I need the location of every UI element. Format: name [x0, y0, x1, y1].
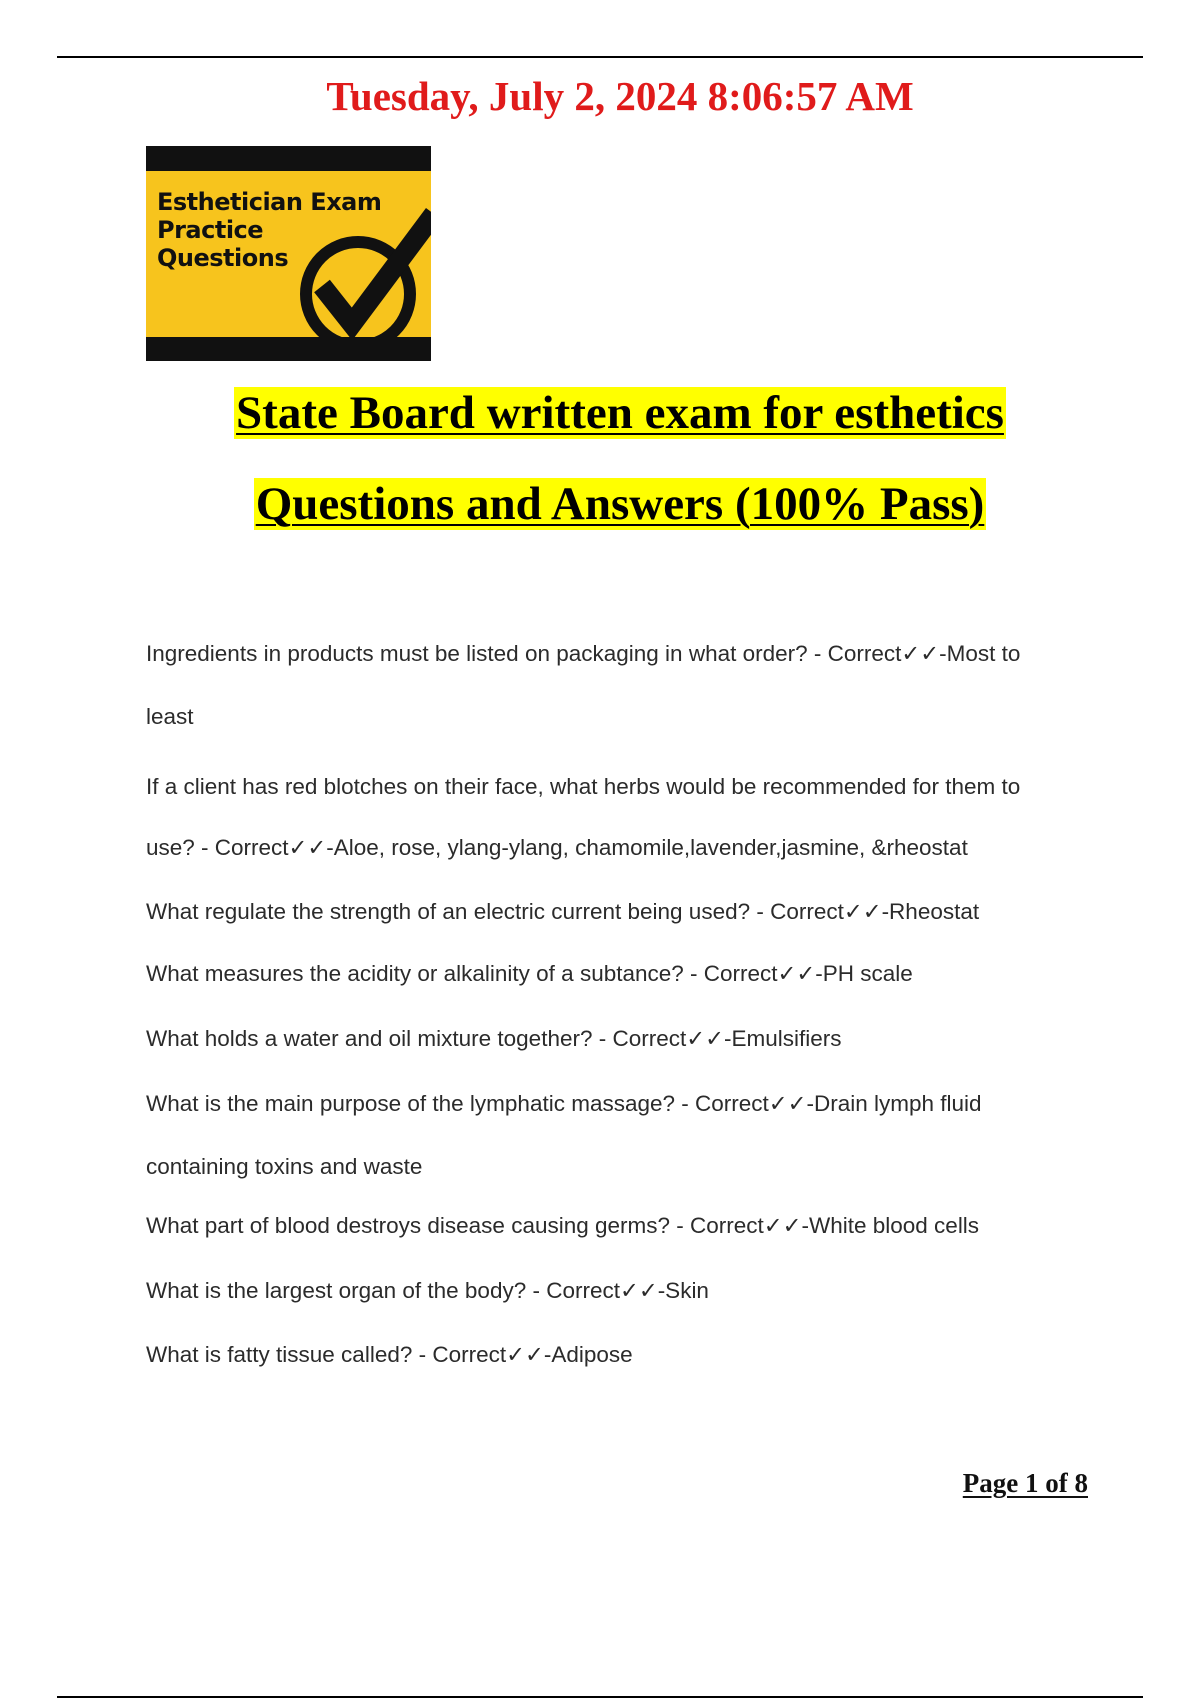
qa-line: use? - Correct✓✓-Aloe, rose, ylang-ylang, chamomile,lavender,jasmine, &rheostat — [146, 835, 968, 860]
exam-logo — [146, 146, 431, 361]
qa-line: If a client has red blotches on their face, what herbs would be recommended for them to — [146, 774, 1021, 799]
logo-line-1: Esthetician Exam — [157, 188, 382, 216]
bottom-rule — [57, 1696, 1143, 1698]
qa-line: What is the largest organ of the body? - Correct✓✓-Skin — [146, 1278, 709, 1303]
logo-bottom-bar — [146, 337, 431, 361]
qa-line: Ingredients in products must be listed on packaging in what order? - Correct✓✓-Most to — [146, 641, 1021, 666]
qa-line: What is the main purpose of the lymphatic massage? - Correct✓✓-Drain lymph fluid — [146, 1091, 982, 1116]
date-time-header: Tuesday, July 2, 2024 8:06:57 AM — [326, 73, 914, 119]
qa-line: least — [146, 704, 194, 729]
logo-line-2: Practice — [157, 216, 264, 244]
document-title-line-2: Questions and Answers (100% Pass) — [255, 478, 985, 530]
qa-line: What holds a water and oil mixture together? - Correct✓✓-Emulsifiers — [146, 1026, 842, 1051]
checkmark-circle-icon — [146, 146, 431, 361]
qa-line: What measures the acidity or alkalinity of a subtance? - Correct✓✓-PH scale — [146, 961, 913, 986]
document-title-line-1: State Board written exam for esthetics — [236, 387, 1004, 439]
top-rule — [57, 56, 1143, 58]
page-number: Page 1 of 8 — [962, 1468, 1088, 1498]
qa-line: containing toxins and waste — [146, 1154, 423, 1179]
qa-line: What is fatty tissue called? - Correct✓✓-Adipose — [146, 1342, 633, 1367]
qa-line: What part of blood destroys disease causing germs? - Correct✓✓-White blood cells — [146, 1213, 980, 1238]
qa-line: What regulate the strength of an electric current being used? - Correct✓✓-Rheostat — [146, 899, 980, 924]
logo-line-3: Questions — [157, 244, 289, 272]
